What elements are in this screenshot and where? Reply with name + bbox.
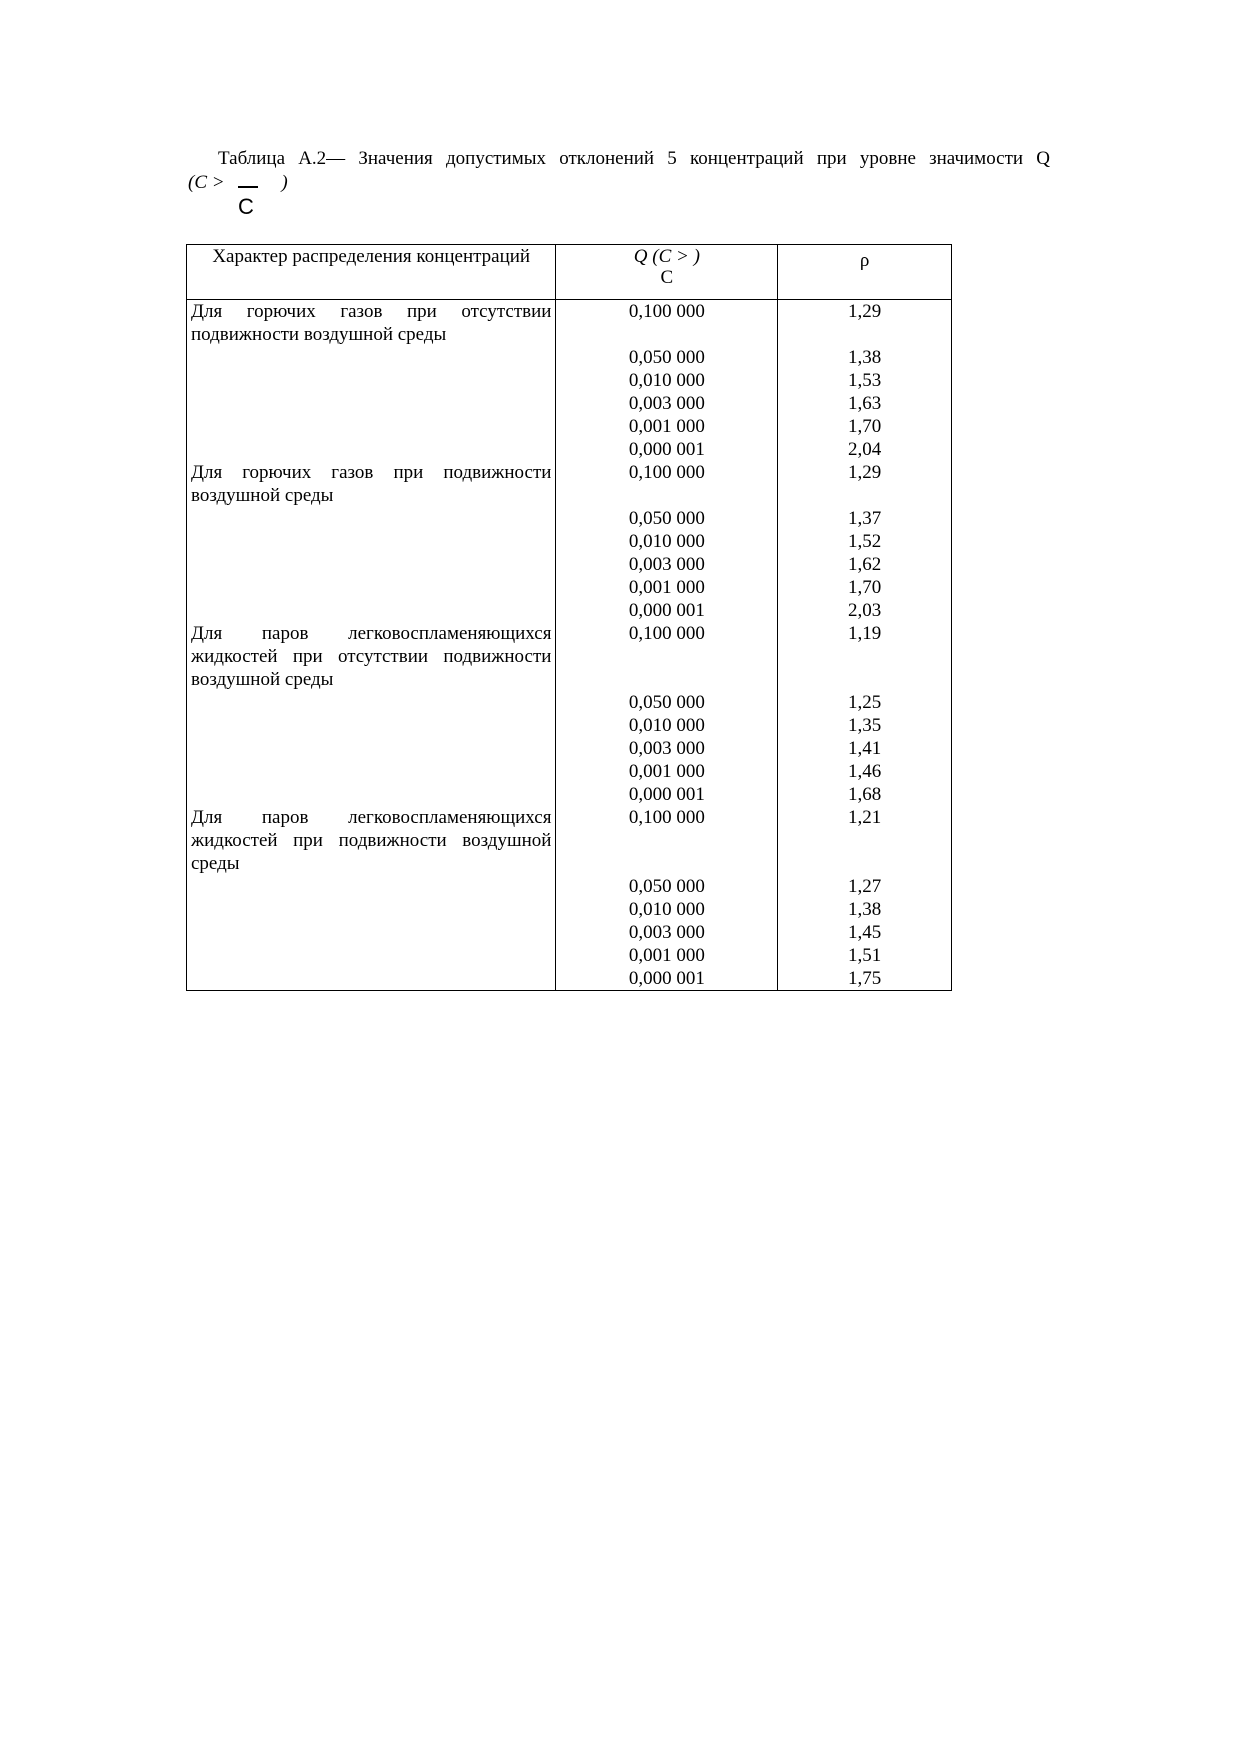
distribution-empty <box>187 507 556 530</box>
rho-value: 1,70 <box>778 415 952 438</box>
distribution-empty <box>187 392 556 415</box>
distribution-label: Для горючих газов при отсутствии подвижности воздушной среды <box>187 300 556 347</box>
q-value: 0,100 000 <box>556 461 778 507</box>
rho-value: 1,37 <box>778 507 952 530</box>
rho-value: 1,46 <box>778 760 952 783</box>
distribution-empty <box>187 944 556 967</box>
mean-letter: C <box>238 194 254 219</box>
rho-value: 1,38 <box>778 898 952 921</box>
rho-value: 1,75 <box>778 967 952 991</box>
deviation-table <box>186 244 952 991</box>
table-row <box>187 806 952 875</box>
distribution-empty <box>187 737 556 760</box>
table-row <box>187 898 952 921</box>
header-q <box>556 245 778 300</box>
q-value: 0,000 001 <box>556 967 778 991</box>
rho-value: 1,19 <box>778 622 952 691</box>
q-value: 0,000 001 <box>556 599 778 622</box>
header-q-mean <box>560 266 773 289</box>
distribution-empty <box>187 898 556 921</box>
distribution-empty <box>187 875 556 898</box>
table-row <box>187 737 952 760</box>
q-value: 0,003 000 <box>556 553 778 576</box>
distribution-empty <box>187 369 556 392</box>
table-row <box>187 553 952 576</box>
distribution-empty <box>187 553 556 576</box>
distribution-label: Для паров легковоспламеняющихся жидкостей при подвижности воздушной среды <box>187 806 556 875</box>
q-value: 0,010 000 <box>556 530 778 553</box>
q-value: 0,003 000 <box>556 921 778 944</box>
distribution-empty <box>187 760 556 783</box>
table-row <box>187 921 952 944</box>
caption-formula <box>188 171 288 195</box>
q-value: 0,001 000 <box>556 760 778 783</box>
distribution-empty <box>187 576 556 599</box>
caption-formula-prefix: (C > <box>188 172 230 193</box>
caption-text: Таблица А.2— Значения допустимых отклонений 5 концентраций при уровне значимости Q <box>218 148 1050 169</box>
table-row <box>187 461 952 507</box>
q-value: 0,100 000 <box>556 300 778 347</box>
rho-value: 1,29 <box>778 300 952 347</box>
table-row <box>187 783 952 806</box>
table-row <box>187 369 952 392</box>
table-header-row <box>187 245 952 300</box>
rho-value: 2,04 <box>778 438 952 461</box>
rho-value: 1,27 <box>778 875 952 898</box>
caption-formula-suffix: ) <box>281 172 288 193</box>
table-row <box>187 944 952 967</box>
q-value: 0,100 000 <box>556 622 778 691</box>
table-row <box>187 691 952 714</box>
q-value: 0,001 000 <box>556 415 778 438</box>
q-value: 0,001 000 <box>556 944 778 967</box>
header-q-mean-letter: C <box>660 267 674 288</box>
rho-value: 1,52 <box>778 530 952 553</box>
q-value: 0,000 001 <box>556 783 778 806</box>
rho-value: 1,68 <box>778 783 952 806</box>
rho-value: 1,29 <box>778 461 952 507</box>
rho-value: 2,03 <box>778 599 952 622</box>
q-value: 0,010 000 <box>556 714 778 737</box>
rho-value: 1,35 <box>778 714 952 737</box>
q-value: 0,010 000 <box>556 369 778 392</box>
q-value: 0,050 000 <box>556 875 778 898</box>
table-row <box>187 760 952 783</box>
distribution-empty <box>187 438 556 461</box>
mean-bar <box>238 186 258 188</box>
q-value: 0,001 000 <box>556 576 778 599</box>
rho-value: 1,63 <box>778 392 952 415</box>
distribution-empty <box>187 530 556 553</box>
q-value: 0,000 001 <box>556 438 778 461</box>
table-row <box>187 530 952 553</box>
q-value: 0,003 000 <box>556 392 778 415</box>
rho-value: 1,25 <box>778 691 952 714</box>
distribution-empty <box>187 346 556 369</box>
distribution-empty <box>187 691 556 714</box>
rho-value: 1,62 <box>778 553 952 576</box>
rho-value: 1,21 <box>778 806 952 875</box>
q-value: 0,100 000 <box>556 806 778 875</box>
header-q-text: Q (C > ) <box>633 246 700 267</box>
rho-value: 1,70 <box>778 576 952 599</box>
rho-value: 1,41 <box>778 737 952 760</box>
rho-value: 1,51 <box>778 944 952 967</box>
q-value: 0,050 000 <box>556 691 778 714</box>
rho-value: 1,45 <box>778 921 952 944</box>
q-value: 0,050 000 <box>556 507 778 530</box>
distribution-empty <box>187 415 556 438</box>
rho-value: 1,38 <box>778 346 952 369</box>
distribution-empty <box>187 921 556 944</box>
table-row <box>187 599 952 622</box>
distribution-empty <box>187 967 556 991</box>
table-row <box>187 300 952 347</box>
table-row <box>187 576 952 599</box>
table-row <box>187 967 952 991</box>
table-row <box>187 415 952 438</box>
table-row <box>187 622 952 691</box>
table-row <box>187 875 952 898</box>
table-row <box>187 346 952 369</box>
distribution-empty <box>187 599 556 622</box>
distribution-empty <box>187 783 556 806</box>
q-value: 0,050 000 <box>556 346 778 369</box>
distribution-empty <box>187 714 556 737</box>
q-value: 0,010 000 <box>556 898 778 921</box>
table-caption <box>188 147 1050 171</box>
header-rho: ρ <box>778 245 952 300</box>
table-row <box>187 714 952 737</box>
table-row <box>187 392 952 415</box>
distribution-label: Для паров легковоспламеняющихся жидкостей при отсутствии подвижности воздушной среды <box>187 622 556 691</box>
header-distribution: Характер распределения концентраций <box>187 245 556 300</box>
table-row <box>187 507 952 530</box>
table-row <box>187 438 952 461</box>
q-value: 0,003 000 <box>556 737 778 760</box>
rho-value: 1,53 <box>778 369 952 392</box>
distribution-label: Для горючих газов при подвижности воздушной среды <box>187 461 556 507</box>
